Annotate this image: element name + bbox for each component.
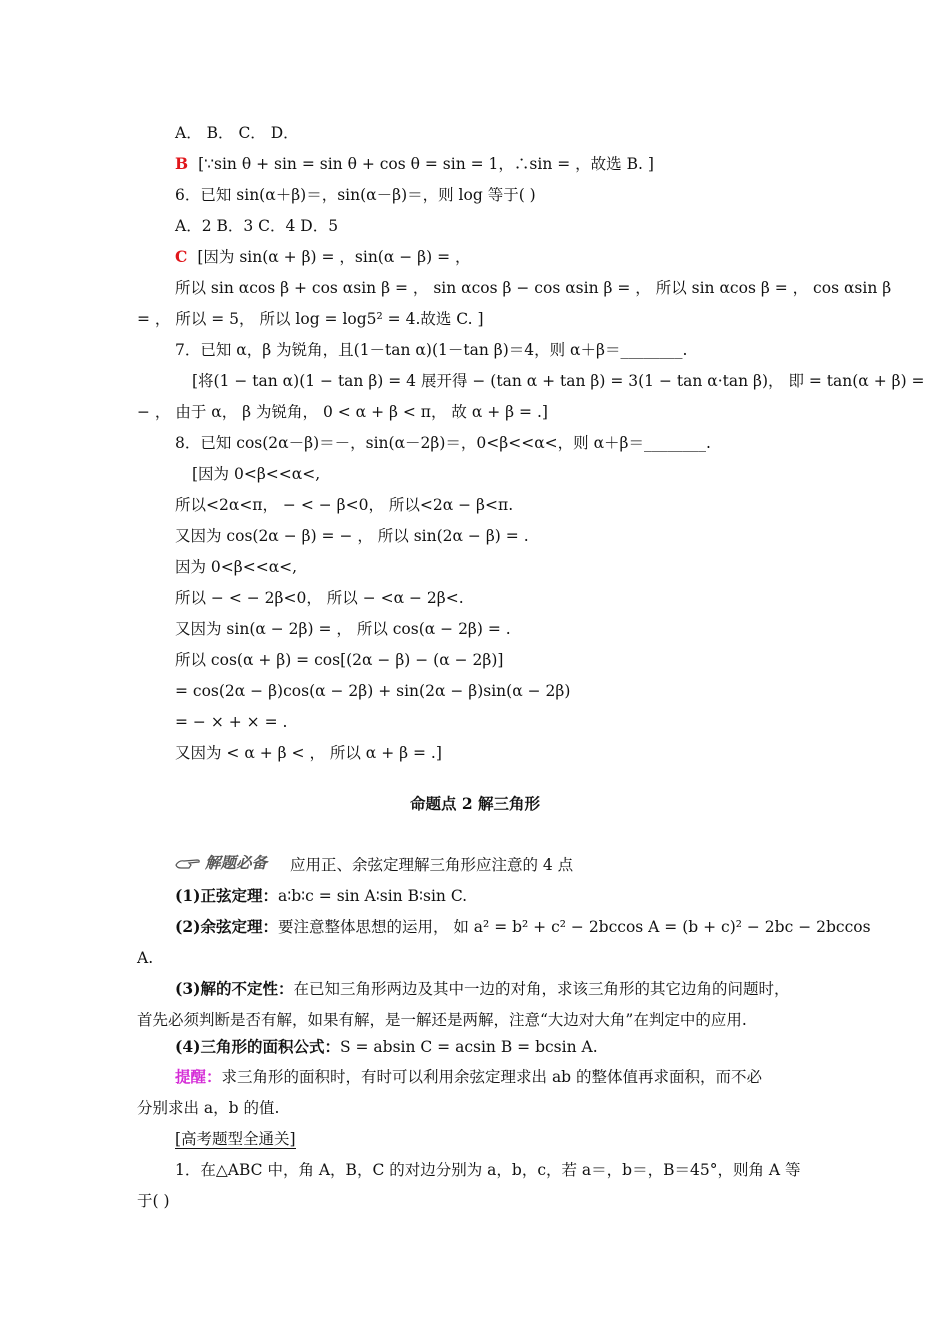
question-8: 8．已知 cos(2α－β)＝－，sin(α－2β)＝，0<β<<α<，则 α＋β＝________. — [175, 434, 711, 452]
solution-line: 又因为 cos(2α − β) = − ， 所以 sin(2α − β) = . — [175, 527, 529, 545]
section-heading — [175, 852, 573, 876]
tip-text: 求三角形的面积时，有时可以利用余弦定理求出 ab 的整体值再求面积，而不必 — [221, 1068, 763, 1086]
point-label: (1)正弦定理： — [175, 886, 278, 905]
exam-tag-text: [高考题型全通关] — [175, 1130, 296, 1148]
badge-text: 解题必备 — [205, 853, 268, 872]
answer-line-6 — [175, 246, 471, 268]
solution-line: 所以<2α<π， − < − β<0， 所以<2α − β<π. — [175, 496, 514, 514]
question-7: 7．已知 α，β 为锐角，且(1－tan α)(1－tan β)＝4，则 α＋β＝________. — [175, 341, 688, 359]
solution-line: [因为 0<β<<α<, — [192, 465, 321, 483]
point-label: (3)解的不定性： — [175, 979, 294, 998]
exam-question-1: 1．在△ABC 中，角 A，B，C 的对边分别为 a，b，c，若 a＝，b＝，B＝45°，则角 A 等 — [175, 1161, 801, 1179]
point-4 — [175, 1036, 598, 1058]
hand-pointer-icon — [175, 856, 201, 870]
choices-6: A．2 B．3 C．4 D．5 — [175, 217, 339, 235]
point-text: 要注意整体思想的运用， 如 a² = b² + c² − 2bccos A = (b + c)² − 2bc − 2bccos — [277, 918, 871, 936]
question-6: 6．已知 sin(α＋β)＝，sin(α－β)＝，则 log 等于( ) — [175, 186, 536, 204]
solution-line: = − × + × = . — [175, 713, 288, 731]
solution-line: = cos(2α − β)cos(α − 2β) + sin(2α − β)sin(α − 2β) — [175, 682, 571, 700]
tip-cont: 分别求出 a，b 的值. — [137, 1099, 280, 1117]
tip — [175, 1066, 762, 1088]
answer-tag: B — [175, 154, 189, 173]
solution-line: 所以 sin αcos β + cos αsin β = ， sin αcos β − cos αsin β = ， 所以 sin αcos β = ， cos αsin β — [175, 279, 892, 297]
point-3-cont: 首先必须判断是否有解，如果有解，是一解还是两解，注意“大边对大角”在判定中的应用. — [137, 1011, 747, 1029]
point-2 — [175, 916, 871, 938]
badge — [175, 852, 267, 874]
answer-text: [∵sin θ + sin = sin θ + cos θ = sin = 1，∴sin = ，故选 B. ] — [198, 155, 654, 173]
point-label: (2)余弦定理： — [175, 917, 278, 936]
solution-line: 又因为 < α + β < ， 所以 α + β = .] — [175, 744, 442, 762]
choices-line: A． B． C． D． — [175, 124, 299, 142]
heading-text: 应用正、余弦定理解三角形应注意的 4 点 — [289, 856, 574, 874]
answer-tag: C — [175, 247, 188, 266]
point-3 — [175, 978, 789, 1000]
solution-line: − ， 由于 α， β 为锐角， 0 < α + β < π， 故 α + β = .] — [137, 403, 548, 421]
answer-text: [因为 sin(α + β) = ，sin(α − β) = ， — [197, 248, 471, 266]
exam-question-1-cont: 于( ) — [137, 1192, 170, 1210]
exam-tag — [175, 1128, 296, 1150]
solution-line: 所以 cos(α + β) = cos[(2α − β) − (α − 2β)] — [175, 651, 504, 669]
point-text: 在已知三角形两边及其中一边的对角，求该三角形的其它边角的问题时， — [293, 980, 790, 998]
solution-line: 又因为 sin(α − 2β) = ， 所以 cos(α − 2β) = . — [175, 620, 511, 638]
point-label: (4)三角形的面积公式： — [175, 1037, 340, 1056]
point-2-cont: A. — [137, 949, 154, 967]
solution-line: [将(1 − tan α)(1 − tan β) = 4 展开得 − (tan α + tan β) = 3(1 − tan α·tan β)， 即 = tan(α + β) = — [192, 372, 925, 390]
solution-line: 因为 0<β<<α<, — [175, 558, 298, 576]
section-title: 命题点 2 解三角形 — [409, 794, 541, 813]
point-text: S = absin C = acsin B = bcsin A. — [339, 1038, 598, 1056]
tip-label: 提醒： — [175, 1067, 222, 1086]
answer-line-5 — [175, 153, 654, 175]
solution-line: 所以 − < − 2β<0， 所以 − <α − 2β<. — [175, 589, 464, 607]
point-1 — [175, 885, 467, 907]
point-text: a∶b∶c = sin A∶sin B∶sin C. — [277, 887, 468, 905]
solution-line: = ， 所以 = 5， 所以 log = log5² = 4.故选 C. ] — [137, 310, 484, 328]
